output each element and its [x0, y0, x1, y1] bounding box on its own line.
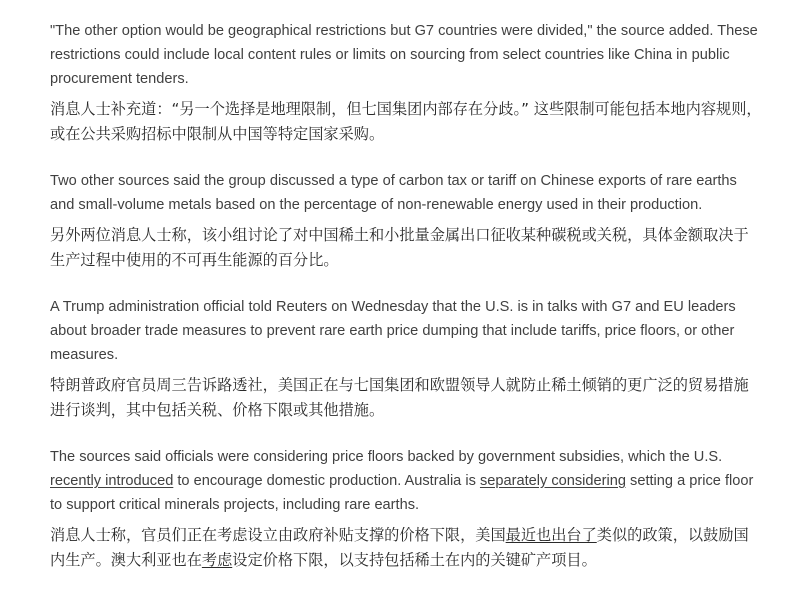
text-segment: The sources said officials were considering price floors backed by government subsidies, which the U.S.: [50, 449, 723, 465]
recently-introduced-link[interactable]: recently introduced: [50, 473, 174, 489]
paragraph-block-3: [50, 295, 762, 423]
text-segment: 类似的政策，以鼓励国内生产。澳大利亚也在: [50, 526, 749, 569]
paragraph-chinese: 另外两位消息人士称，该小组讨论了对中国稀土和小批量金属出口征收某种碳税或关税，具体金额取决于生产过程中使用的不可再生能源的百分比。: [50, 226, 749, 269]
text-segment: 设定价格下限，以支持包括稀土在内的关键矿产项目。: [232, 551, 597, 569]
paragraph-chinese: 消息人士补充道：“另一个选择是地理限制，但七国集团内部存在分歧。” 这些限制可能包括本地内容规则，或在公共采购招标中限制从中国等特定国家采购。: [50, 100, 762, 143]
paragraph-chinese: 特朗普政府官员周三告诉路透社，美国正在与七国集团和欧盟领导人就防止稀土倾销的更广泛的贸易措施进行谈判，其中包括关税、价格下限或其他措施。: [50, 376, 749, 419]
paragraph-english: A Trump administration official told Reuters on Wednesday that the U.S. is in talks with G7 and EU leaders about broader trade measures to prevent rare earth price dumping that include tariffs, price floors, or other measures.: [50, 299, 736, 363]
separately-considering-link[interactable]: separately considering: [479, 473, 626, 489]
text-segment: setting a price floor to support critical minerals projects, including rare earths.: [50, 473, 754, 513]
text-segment: to encourage domestic production. Australia is: [173, 473, 480, 489]
paragraph-english: [50, 445, 762, 517]
paragraph-english: "The other option would be geographical restrictions but G7 countries were divided," the source added. These restrictions could include local content rules or limits on sourcing from select countries like China in public procurement tenders.: [50, 23, 758, 87]
article-body: [50, 19, 762, 595]
paragraph-chinese: [50, 523, 762, 573]
paragraph-block-2: [50, 169, 762, 273]
text-segment: 消息人士称，官员们正在考虑设立由政府补贴支撑的价格下限，美国: [50, 526, 506, 544]
paragraph-english: Two other sources said the group discussed a type of carbon tax or tariff on Chinese exports of rare earths and small-volume metals based on the percentage of non-renewable energy used in their production.: [50, 173, 737, 213]
paragraph-block-4: [50, 445, 762, 573]
considering-link-zh[interactable]: 考虑: [201, 551, 233, 569]
recently-introduced-link-zh[interactable]: 最近也出台了: [505, 526, 597, 544]
paragraph-block-1: [50, 19, 762, 147]
